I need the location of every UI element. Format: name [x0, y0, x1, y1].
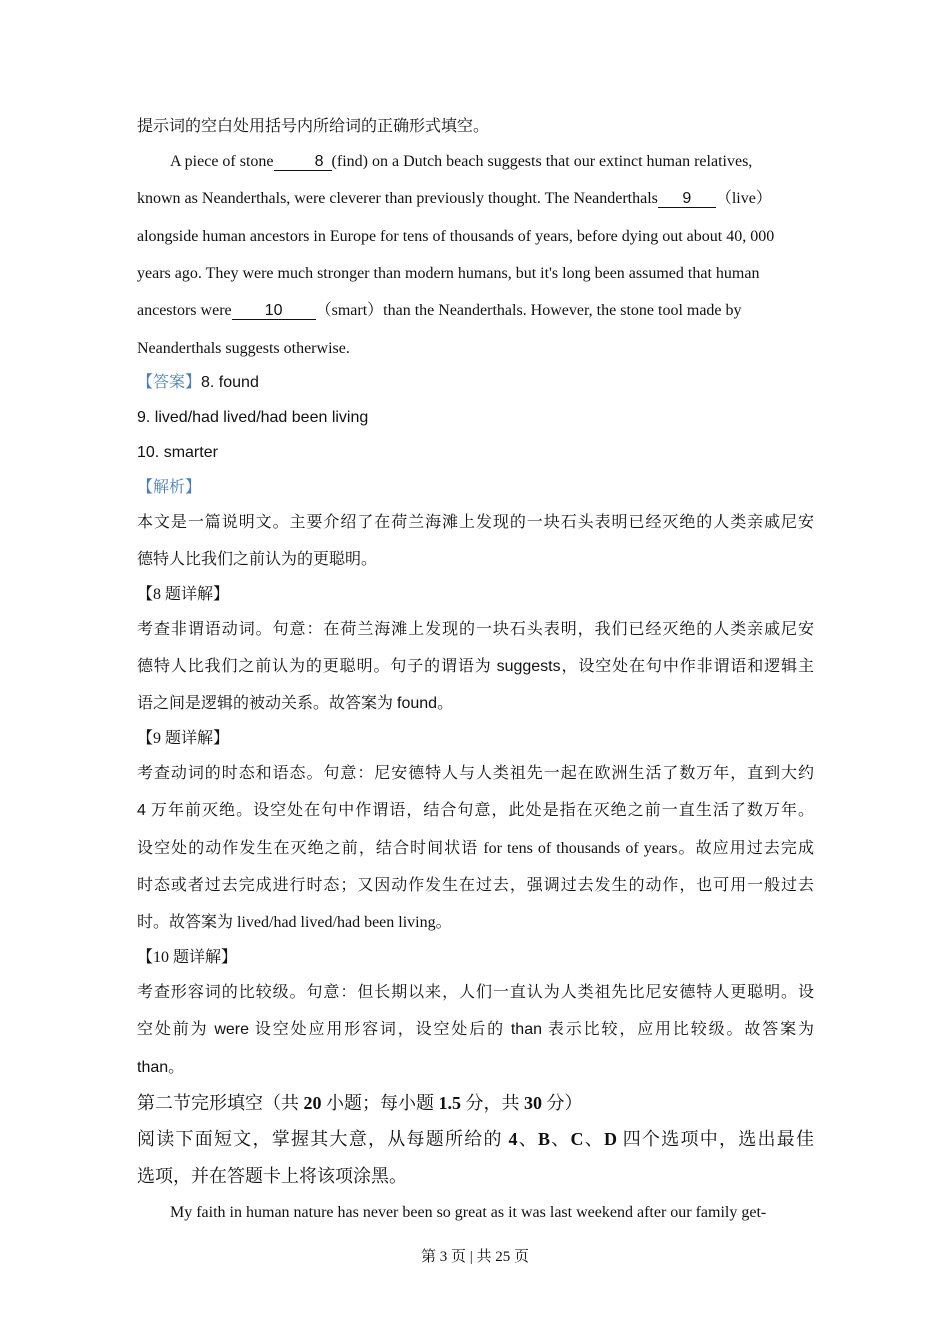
q9-line: 设空处的动作发生在灭绝之前，结合时间状语 for tens of thousands of years。故应用过去完成	[137, 840, 814, 857]
q8-title: 【8 题详解】	[137, 586, 230, 603]
text: 四个选项中，选出最佳	[617, 1129, 815, 1149]
text: 4	[137, 802, 146, 819]
text: 阅读下面短文，掌握其大意，从每题所给的	[137, 1129, 509, 1149]
page-footer: 第 3 页 | 共 25 页	[420, 1249, 529, 1265]
passage-line: years ago. They were much stronger than modern humans, but it's long been assumed that human	[137, 265, 760, 282]
passage-line	[137, 152, 814, 172]
text: A piece of stone	[170, 153, 274, 170]
q9-line: 时态或者过去完成进行时态；又因动作发生在过去，强调过去发生的动作，也可用一般过去	[137, 877, 814, 894]
text: C	[570, 1129, 584, 1149]
text: 表示比较，应用比较级。故答案为	[542, 1021, 814, 1038]
text: （smart）than the Neanderthals. However, the stone tool made by	[315, 302, 742, 319]
q8-line	[137, 657, 814, 677]
text: 4	[508, 1129, 518, 1149]
text: 、	[517, 1129, 538, 1149]
analysis-line: 本文是一篇说明文。主要介绍了在荷兰海滩上发现的一块石头表明已经灭绝的人类亲戚尼安	[137, 514, 814, 531]
text: found	[397, 695, 438, 712]
answer-label: 【答案】	[137, 374, 202, 391]
answer-8: 8. found	[201, 374, 259, 391]
text: 第二节完形填空（共	[137, 1093, 304, 1113]
cloze-passage-line: My faith in human nature has never been so great as it was last weekend after our family get-	[170, 1204, 767, 1221]
text: 分，共	[461, 1093, 524, 1113]
text: 、	[583, 1129, 605, 1149]
text: 分）	[542, 1093, 583, 1113]
text: 。	[437, 695, 454, 712]
blank-9: 9	[658, 191, 716, 208]
section-instruction: 选项，并在答题卡上将该项涂黑。	[137, 1166, 407, 1186]
q9-line: 时。故答案为 lived/had lived/had been living。	[137, 914, 452, 931]
q8-line: 考查非谓语动词。句意：在荷兰海滩上发现的一块石头表明，我们已经灭绝的人类亲戚尼安	[137, 621, 814, 638]
text: than	[510, 1021, 542, 1038]
text: 1.5	[438, 1093, 461, 1113]
q9-title: 【9 题详解】	[137, 730, 230, 747]
text: 德特人比我们之前认为的更聪明。句子的谓语为	[137, 658, 497, 675]
analysis-label: 【解析】	[137, 479, 202, 496]
q10-line: 考查形容词的比较级。句意：但长期以来，人们一直认为人类祖先比尼安德特人更聪明。设	[137, 984, 814, 1001]
answer-10: 10. smarter	[137, 444, 218, 461]
text: were	[214, 1021, 250, 1038]
text: B	[538, 1129, 551, 1149]
text: D	[604, 1129, 618, 1149]
text: ancestors were	[137, 302, 232, 319]
q10-line	[137, 1020, 814, 1040]
passage-line	[137, 189, 814, 209]
text: 、	[550, 1129, 571, 1149]
text: 20	[303, 1093, 322, 1113]
text: known as Neanderthals, were cleverer than previously thought. The Neanderthals	[137, 190, 658, 207]
q9-line	[137, 801, 814, 821]
text: (find) on a Dutch beach suggests that our extinct human relatives,	[331, 153, 753, 170]
analysis-line: 德特人比我们之前认为的更聪明。	[137, 551, 378, 568]
blank-8: 8	[274, 154, 332, 171]
answer-9: 9. lived/had lived/had been living	[137, 409, 369, 426]
passage-line: alongside human ancestors in Europe for tens of thousands of years, before dying out about 40, 000	[137, 228, 775, 245]
passage-line: Neanderthals suggests otherwise.	[137, 340, 350, 357]
q10-title: 【10 题详解】	[137, 949, 238, 966]
section-instruction	[137, 1129, 814, 1149]
text: 空处前为	[137, 1021, 215, 1038]
text: ，设空处在句中作非谓语和逻辑主	[560, 658, 814, 675]
text: （live）	[715, 190, 772, 207]
answer-line	[137, 373, 814, 393]
text: 语之间是逻辑的被动关系。故答案为	[137, 695, 398, 712]
q10-line: than。	[137, 1059, 185, 1076]
q8-line	[137, 694, 814, 714]
text: 小题；每小题	[321, 1093, 439, 1113]
text: 30	[524, 1093, 542, 1113]
instruction: 提示词的空白处用括号内所给词的正确形式填空。	[137, 118, 490, 135]
text: suggests	[496, 658, 561, 675]
blank-10: 10	[232, 303, 316, 320]
section-heading	[137, 1093, 814, 1113]
text: 设空处应用形容词，设空处后的	[249, 1021, 511, 1038]
passage-line	[137, 301, 814, 321]
text: 万年前灭绝。设空处在句中作谓语，结合句意，此处是指在灭绝之前一直生活了数万年。	[145, 802, 814, 819]
q9-line: 考查动词的时态和语态。句意：尼安德特人与人类祖先一起在欧洲生活了数万年，直到大约	[137, 765, 814, 782]
